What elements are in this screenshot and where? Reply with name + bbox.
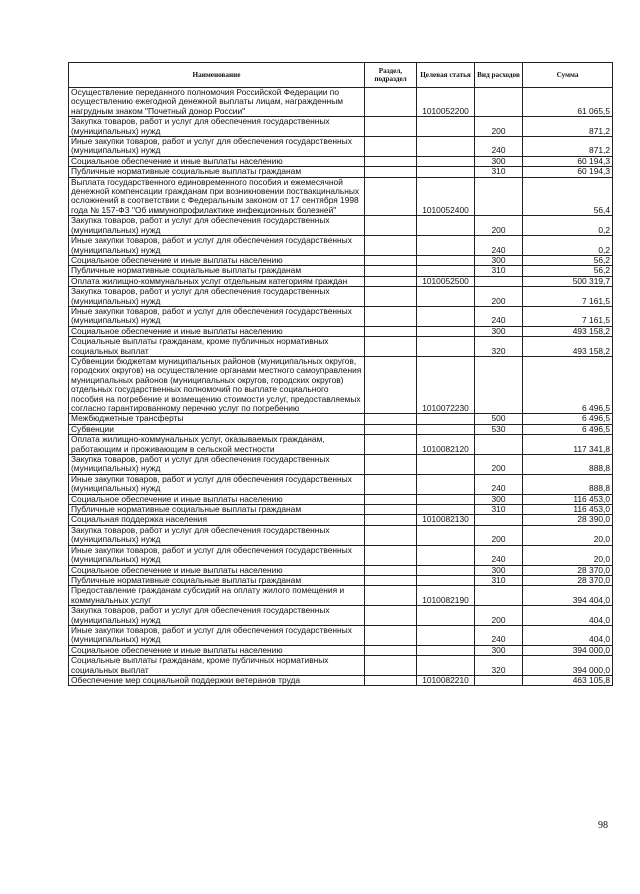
cell-name: Социальное обеспечение и иные выплаты населению <box>69 494 365 504</box>
cell-name: Закупка товаров, работ и услуг для обеспечения государственных (муниципальных) нужд <box>69 287 365 307</box>
table-row <box>69 675 613 685</box>
table-row <box>69 474 613 494</box>
cell-section <box>365 424 417 434</box>
cell-sum: 493 158,2 <box>523 326 613 336</box>
cell-target <box>417 525 475 545</box>
table-row <box>69 645 613 655</box>
cell-target <box>417 656 475 676</box>
table-row <box>69 266 613 276</box>
cell-target <box>417 545 475 565</box>
cell-target <box>417 625 475 645</box>
cell-name: Иные закупки товаров, работ и услуг для обеспечения государственных (муниципальных) нужд <box>69 474 365 494</box>
table-row <box>69 435 613 455</box>
cell-name: Иные закупки товаров, работ и услуг для обеспечения государственных (муниципальных) нужд <box>69 306 365 326</box>
cell-type: 200 <box>475 455 523 475</box>
cell-section <box>365 287 417 307</box>
cell-section <box>365 216 417 236</box>
cell-target <box>417 414 475 424</box>
cell-sum: 28 370,0 <box>523 565 613 575</box>
cell-target <box>417 494 475 504</box>
cell-sum: 60 194,3 <box>523 167 613 177</box>
cell-sum: 20,0 <box>523 545 613 565</box>
table-row <box>69 414 613 424</box>
cell-target: 1010072230 <box>417 356 475 413</box>
cell-target: 1010082120 <box>417 435 475 455</box>
cell-target: 1010052500 <box>417 276 475 286</box>
cell-section <box>365 156 417 166</box>
table-row <box>69 515 613 525</box>
cell-name: Иные закупки товаров, работ и услуг для обеспечения государственных (муниципальных) нужд <box>69 137 365 157</box>
cell-section <box>365 177 417 216</box>
cell-name: Социальное обеспечение и иные выплаты населению <box>69 645 365 655</box>
cell-name: Закупка товаров, работ и услуг для обеспечения государственных (муниципальных) нужд <box>69 606 365 626</box>
table-row <box>69 455 613 475</box>
table-row <box>69 117 613 137</box>
cell-name: Осуществление переданного полномочия Российской Федерации по осуществлению ежегодной денежной выплаты лицам, награжденным нагрудным знаком "Почетный донор России" <box>69 88 365 117</box>
table-row <box>69 525 613 545</box>
cell-section <box>365 266 417 276</box>
cell-section <box>365 326 417 336</box>
cell-target <box>417 474 475 494</box>
cell-sum: 56,4 <box>523 177 613 216</box>
table-row <box>69 586 613 606</box>
table-row <box>69 236 613 256</box>
cell-name: Межбюджетные трансферты <box>69 414 365 424</box>
header-section: Раздел, подраздел <box>365 63 417 88</box>
cell-target <box>417 287 475 307</box>
cell-sum: 7 161,5 <box>523 287 613 307</box>
cell-section <box>365 88 417 117</box>
cell-section <box>365 167 417 177</box>
cell-name: Обеспечение мер социальной поддержки ветеранов труда <box>69 675 365 685</box>
cell-sum: 500 319,7 <box>523 276 613 286</box>
cell-name: Закупка товаров, работ и услуг для обеспечения государственных (муниципальных) нужд <box>69 216 365 236</box>
table-row <box>69 625 613 645</box>
cell-name: Иные закупки товаров, работ и услуг для обеспечения государственных (муниципальных) нужд <box>69 545 365 565</box>
cell-name: Закупка товаров, работ и услуг для обеспечения государственных (муниципальных) нужд <box>69 455 365 475</box>
cell-target: 1010052400 <box>417 177 475 216</box>
budget-table <box>68 62 613 686</box>
cell-name: Публичные нормативные социальные выплаты гражданам <box>69 575 365 585</box>
cell-type <box>475 276 523 286</box>
cell-type <box>475 356 523 413</box>
cell-type: 310 <box>475 266 523 276</box>
cell-target: 1010082130 <box>417 515 475 525</box>
table-row <box>69 337 613 357</box>
cell-sum: 0,2 <box>523 216 613 236</box>
cell-type: 300 <box>475 565 523 575</box>
cell-target <box>417 337 475 357</box>
cell-target <box>417 565 475 575</box>
cell-name: Субвенции <box>69 424 365 434</box>
cell-type: 310 <box>475 505 523 515</box>
cell-sum: 493 158,2 <box>523 337 613 357</box>
cell-sum: 56,2 <box>523 255 613 265</box>
cell-section <box>365 414 417 424</box>
cell-section <box>365 117 417 137</box>
cell-name: Публичные нормативные социальные выплаты гражданам <box>69 266 365 276</box>
table-row <box>69 137 613 157</box>
cell-type: 300 <box>475 326 523 336</box>
cell-name: Публичные нормативные социальные выплаты гражданам <box>69 505 365 515</box>
cell-name: Оплата жилищно-коммунальных услуг, оказываемых гражданам, работающим и проживающим в сельской местности <box>69 435 365 455</box>
cell-section <box>365 515 417 525</box>
cell-sum: 6 496,5 <box>523 356 613 413</box>
cell-section <box>365 494 417 504</box>
cell-name: Предоставление гражданам субсидий на оплату жилого помещения и коммунальных услуг <box>69 586 365 606</box>
cell-sum: 871,2 <box>523 117 613 137</box>
cell-sum: 28 370,0 <box>523 575 613 585</box>
cell-section <box>365 565 417 575</box>
cell-type: 200 <box>475 287 523 307</box>
cell-name: Социальное обеспечение и иные выплаты населению <box>69 156 365 166</box>
cell-sum: 394 000,0 <box>523 656 613 676</box>
cell-type: 200 <box>475 117 523 137</box>
cell-sum: 56,2 <box>523 266 613 276</box>
cell-type: 530 <box>475 424 523 434</box>
cell-target: 1010082190 <box>417 586 475 606</box>
cell-type: 240 <box>475 236 523 256</box>
cell-type: 200 <box>475 606 523 626</box>
cell-section <box>365 255 417 265</box>
cell-name: Социальное обеспечение и иные выплаты населению <box>69 255 365 265</box>
cell-target <box>417 645 475 655</box>
table-row <box>69 255 613 265</box>
table-row <box>69 156 613 166</box>
cell-section <box>365 435 417 455</box>
cell-target <box>417 326 475 336</box>
cell-sum: 394 000,0 <box>523 645 613 655</box>
cell-section <box>365 137 417 157</box>
cell-section <box>365 474 417 494</box>
cell-section <box>365 675 417 685</box>
cell-section <box>365 586 417 606</box>
cell-type <box>475 586 523 606</box>
cell-section <box>365 525 417 545</box>
cell-type: 240 <box>475 625 523 645</box>
cell-sum: 116 453,0 <box>523 494 613 504</box>
cell-type: 300 <box>475 494 523 504</box>
cell-target <box>417 236 475 256</box>
cell-section <box>365 356 417 413</box>
cell-type <box>475 435 523 455</box>
header-name: Наименование <box>69 63 365 88</box>
table-row <box>69 565 613 575</box>
cell-type: 300 <box>475 645 523 655</box>
cell-name: Социальная поддержка населения <box>69 515 365 525</box>
cell-sum: 61 065,5 <box>523 88 613 117</box>
cell-type <box>475 177 523 216</box>
cell-target <box>417 117 475 137</box>
cell-name: Закупка товаров, работ и услуг для обеспечения государственных (муниципальных) нужд <box>69 525 365 545</box>
cell-section <box>365 236 417 256</box>
cell-type: 310 <box>475 167 523 177</box>
cell-target <box>417 167 475 177</box>
cell-name: Публичные нормативные социальные выплаты гражданам <box>69 167 365 177</box>
cell-sum: 6 496,5 <box>523 424 613 434</box>
cell-type: 200 <box>475 216 523 236</box>
cell-type: 300 <box>475 156 523 166</box>
cell-sum: 404,0 <box>523 606 613 626</box>
cell-type: 320 <box>475 337 523 357</box>
table-row <box>69 216 613 236</box>
cell-sum: 888,8 <box>523 455 613 475</box>
table-row <box>69 545 613 565</box>
cell-type: 300 <box>475 255 523 265</box>
cell-name: Субвенции бюджетам муниципальных районов (муниципальных округов, городских округов) на осуществление органами местного самоуправления муниципальных районов (муниципальных округов, городских округов) отдельных государственных полномочий по выплате социального пособия на погребение и возмещению стоимости услуг, предоставляемых согласно гарантированному перечню услуг по погребению <box>69 356 365 413</box>
cell-name: Выплата государственного единовременного пособия и ежемесячной денежной компенсации гражданам при возникновении поствакцинальных осложнений в соответствии с Федеральным законом от 17 сентября 1998 года № 157-ФЗ "Об иммунопрофилактике инфекционных болезней" <box>69 177 365 216</box>
cell-target <box>417 575 475 585</box>
cell-sum: 0,2 <box>523 236 613 256</box>
table-row <box>69 287 613 307</box>
cell-target <box>417 156 475 166</box>
cell-name: Социальные выплаты гражданам, кроме публичных нормативных социальных выплат <box>69 337 365 357</box>
cell-sum: 117 341,8 <box>523 435 613 455</box>
cell-name: Социальное обеспечение и иные выплаты населению <box>69 565 365 575</box>
cell-sum: 28 390,0 <box>523 515 613 525</box>
cell-target <box>417 137 475 157</box>
table-row <box>69 276 613 286</box>
budget-table-sheet <box>68 62 612 686</box>
cell-sum: 404,0 <box>523 625 613 645</box>
cell-type: 320 <box>475 656 523 676</box>
cell-target: 1010082210 <box>417 675 475 685</box>
table-row <box>69 424 613 434</box>
cell-sum: 6 496,5 <box>523 414 613 424</box>
cell-section <box>365 606 417 626</box>
cell-type <box>475 515 523 525</box>
header-sum: Сумма <box>523 63 613 88</box>
page-number: 98 <box>598 820 608 831</box>
cell-type <box>475 88 523 117</box>
table-row <box>69 656 613 676</box>
cell-section <box>365 625 417 645</box>
cell-type: 310 <box>475 575 523 585</box>
cell-sum: 463 105,8 <box>523 675 613 685</box>
table-row <box>69 356 613 413</box>
table-row <box>69 575 613 585</box>
cell-type: 500 <box>475 414 523 424</box>
cell-section <box>365 545 417 565</box>
header-type: Вид расходов <box>475 63 523 88</box>
table-header-row <box>69 63 613 88</box>
cell-section <box>365 575 417 585</box>
table-row <box>69 167 613 177</box>
table-row <box>69 606 613 626</box>
cell-target <box>417 505 475 515</box>
cell-sum: 60 194,3 <box>523 156 613 166</box>
table-row <box>69 88 613 117</box>
cell-target <box>417 255 475 265</box>
header-target: Целевая статья <box>417 63 475 88</box>
cell-target <box>417 455 475 475</box>
cell-name: Закупка товаров, работ и услуг для обеспечения государственных (муниципальных) нужд <box>69 117 365 137</box>
cell-type: 200 <box>475 525 523 545</box>
cell-name: Иные закупки товаров, работ и услуг для обеспечения государственных (муниципальных) нужд <box>69 625 365 645</box>
cell-sum: 7 161,5 <box>523 306 613 326</box>
cell-target <box>417 606 475 626</box>
cell-target <box>417 266 475 276</box>
cell-type: 240 <box>475 474 523 494</box>
cell-sum: 394 404,0 <box>523 586 613 606</box>
table-row <box>69 494 613 504</box>
table-row <box>69 505 613 515</box>
cell-type: 240 <box>475 545 523 565</box>
cell-section <box>365 306 417 326</box>
cell-target <box>417 424 475 434</box>
cell-section <box>365 645 417 655</box>
cell-sum: 888,8 <box>523 474 613 494</box>
cell-section <box>365 276 417 286</box>
table-row <box>69 177 613 216</box>
cell-sum: 116 453,0 <box>523 505 613 515</box>
cell-section <box>365 656 417 676</box>
cell-name: Оплата жилищно-коммунальных услуг отдельным категориям граждан <box>69 276 365 286</box>
cell-target <box>417 216 475 236</box>
table-body <box>69 88 613 686</box>
cell-target: 1010052200 <box>417 88 475 117</box>
table-row <box>69 306 613 326</box>
cell-sum: 20,0 <box>523 525 613 545</box>
cell-type: 240 <box>475 137 523 157</box>
cell-name: Иные закупки товаров, работ и услуг для обеспечения государственных (муниципальных) нужд <box>69 236 365 256</box>
cell-name: Социальное обеспечение и иные выплаты населению <box>69 326 365 336</box>
cell-target <box>417 306 475 326</box>
table-row <box>69 326 613 336</box>
cell-type <box>475 675 523 685</box>
cell-section <box>365 455 417 475</box>
cell-name: Социальные выплаты гражданам, кроме публичных нормативных социальных выплат <box>69 656 365 676</box>
cell-section <box>365 505 417 515</box>
cell-type: 240 <box>475 306 523 326</box>
cell-sum: 871,2 <box>523 137 613 157</box>
cell-section <box>365 337 417 357</box>
